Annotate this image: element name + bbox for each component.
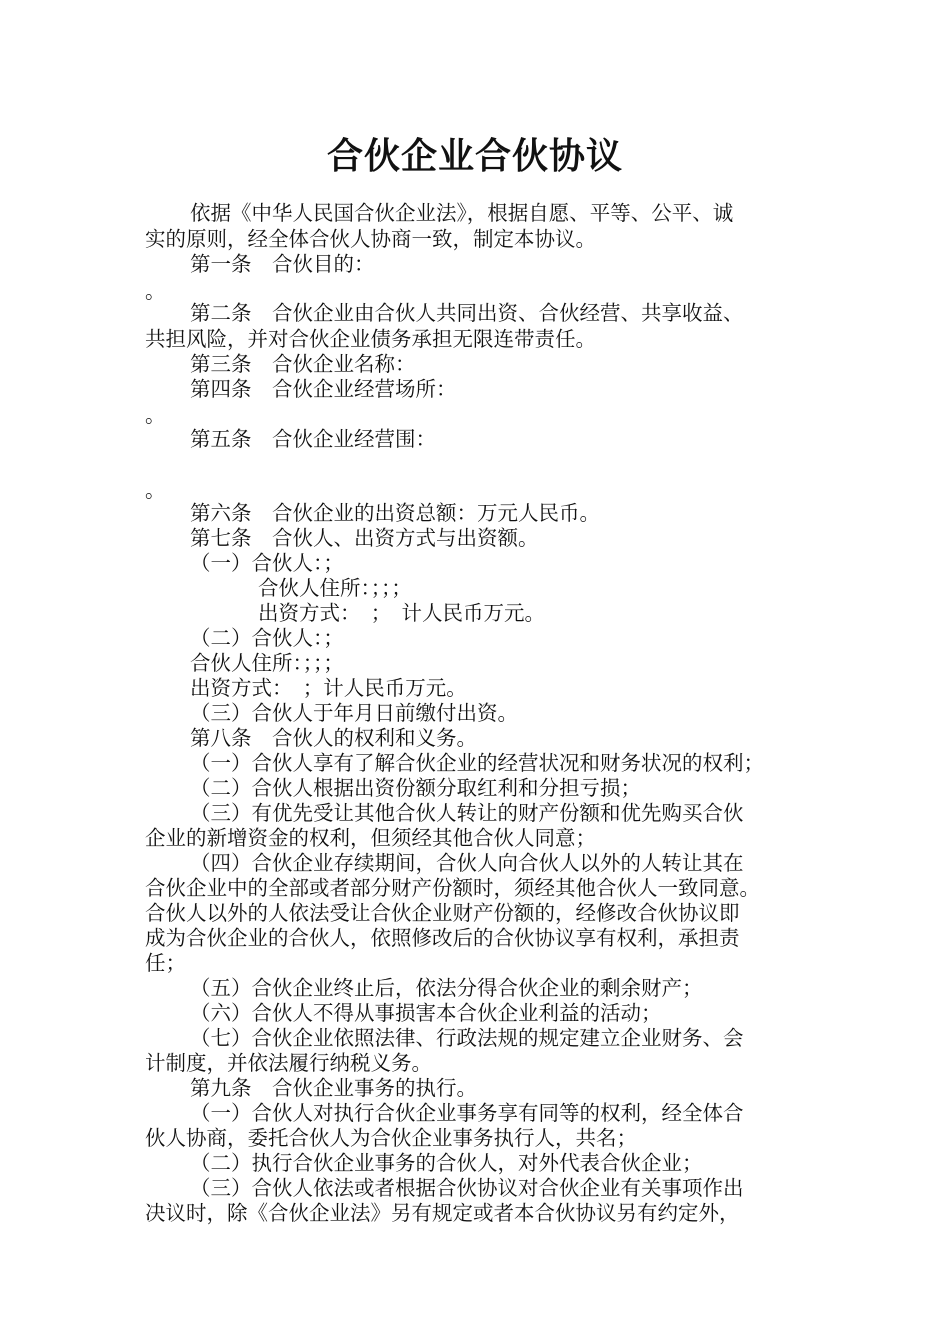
paragraph-line: 伙人协商，委托合伙人为合伙企业事务执行人，共名； xyxy=(145,1126,637,1150)
list-item: （二）合伙人：； xyxy=(190,626,344,650)
list-item: （二）执行合伙企业事务的合伙人，对外代表合伙企业； xyxy=(190,1151,703,1175)
article-heading: 第七条 合伙人、出资方式与出资额。 xyxy=(190,526,539,550)
paragraph-line: 实的原则，经全体合伙人协商一致，制定本协议。 xyxy=(145,227,596,251)
list-item: （三）合伙人依法或者根据合伙协议对合伙企业有关事项作出 xyxy=(190,1176,744,1200)
list-item: 出资方式： ； 计人民币万元。 xyxy=(258,601,545,625)
paragraph-line: 合伙人以外的人依法受让合伙企业财产份额的，经修改合伙协议即 xyxy=(145,901,740,925)
paragraph-line: 企业的新增资金的权利，但须经其他合伙人同意； xyxy=(145,826,596,850)
paragraph-line: 合伙企业中的全部或者部分财产份额时，须经其他合伙人一致同意。 xyxy=(145,876,760,900)
article-heading: 第六条 合伙企业的出资总额：万元人民币。 xyxy=(190,501,600,525)
list-item: 出资方式： ；计人民币万元。 xyxy=(190,676,467,700)
article-heading: 第三条 合伙企业名称： xyxy=(190,352,416,376)
paragraph-line: 共担风险，并对合伙企业债务承担无限连带责任。 xyxy=(145,327,596,351)
article-heading: 第五条 合伙企业经营围： xyxy=(190,427,436,451)
paragraph-line: 计制度，并依法履行纳税义务。 xyxy=(145,1051,432,1075)
list-item: 合伙人住所：；；； xyxy=(258,576,412,600)
article-heading: 第九条 合伙企业事务的执行。 xyxy=(190,1076,477,1100)
list-item: （一）合伙人享有了解合伙企业的经营状况和财务状况的权利； xyxy=(190,751,764,775)
list-item: （六）合伙人不得从事损害本合伙企业利益的活动； xyxy=(190,1001,662,1025)
article-heading: 第四条 合伙企业经营场所： xyxy=(190,377,457,401)
list-item: （七）合伙企业依照法律、行政法规的规定建立企业财务、会 xyxy=(190,1026,744,1050)
list-item: （四）合伙企业存续期间，合伙人向合伙人以外的人转让其在 xyxy=(190,851,744,875)
paragraph-line: 决议时，除《合伙企业法》另有规定或者本合伙协议另有约定外， xyxy=(145,1201,740,1225)
list-item: 合伙人住所：；；； xyxy=(190,651,344,675)
paragraph-line: 。 xyxy=(145,403,166,427)
list-item: （一）合伙人：； xyxy=(190,551,344,575)
paragraph-line: 。 xyxy=(145,478,166,502)
paragraph-line: 任； xyxy=(145,951,186,975)
article-heading: 第二条 合伙企业由合伙人共同出资、合伙经营、共享收益、 xyxy=(190,301,744,325)
list-item: （三）有优先受让其他合伙人转让的财产份额和优先购买合伙 xyxy=(190,801,744,825)
list-item: （二）合伙人根据出资份额分取红利和分担亏损； xyxy=(190,776,641,800)
list-item: （五）合伙企业终止后，依法分得合伙企业的剩余财产； xyxy=(190,976,703,1000)
list-item: （三）合伙人于年月日前缴付出资。 xyxy=(190,701,518,725)
paragraph-line: 成为合伙企业的合伙人，依照修改后的合伙协议享有权利，承担责 xyxy=(145,926,740,950)
paragraph-line: 依据《中华人民国合伙企业法》，根据自愿、平等、公平、诚 xyxy=(190,201,734,225)
article-heading: 第一条 合伙目的： xyxy=(190,252,375,276)
document-title: 合伙企业合伙协议 xyxy=(326,136,623,177)
paragraph-line: 。 xyxy=(145,279,166,303)
list-item: （一）合伙人对执行合伙企业事务享有同等的权利，经全体合 xyxy=(190,1101,744,1125)
article-heading: 第八条 合伙人的权利和义务。 xyxy=(190,726,477,750)
